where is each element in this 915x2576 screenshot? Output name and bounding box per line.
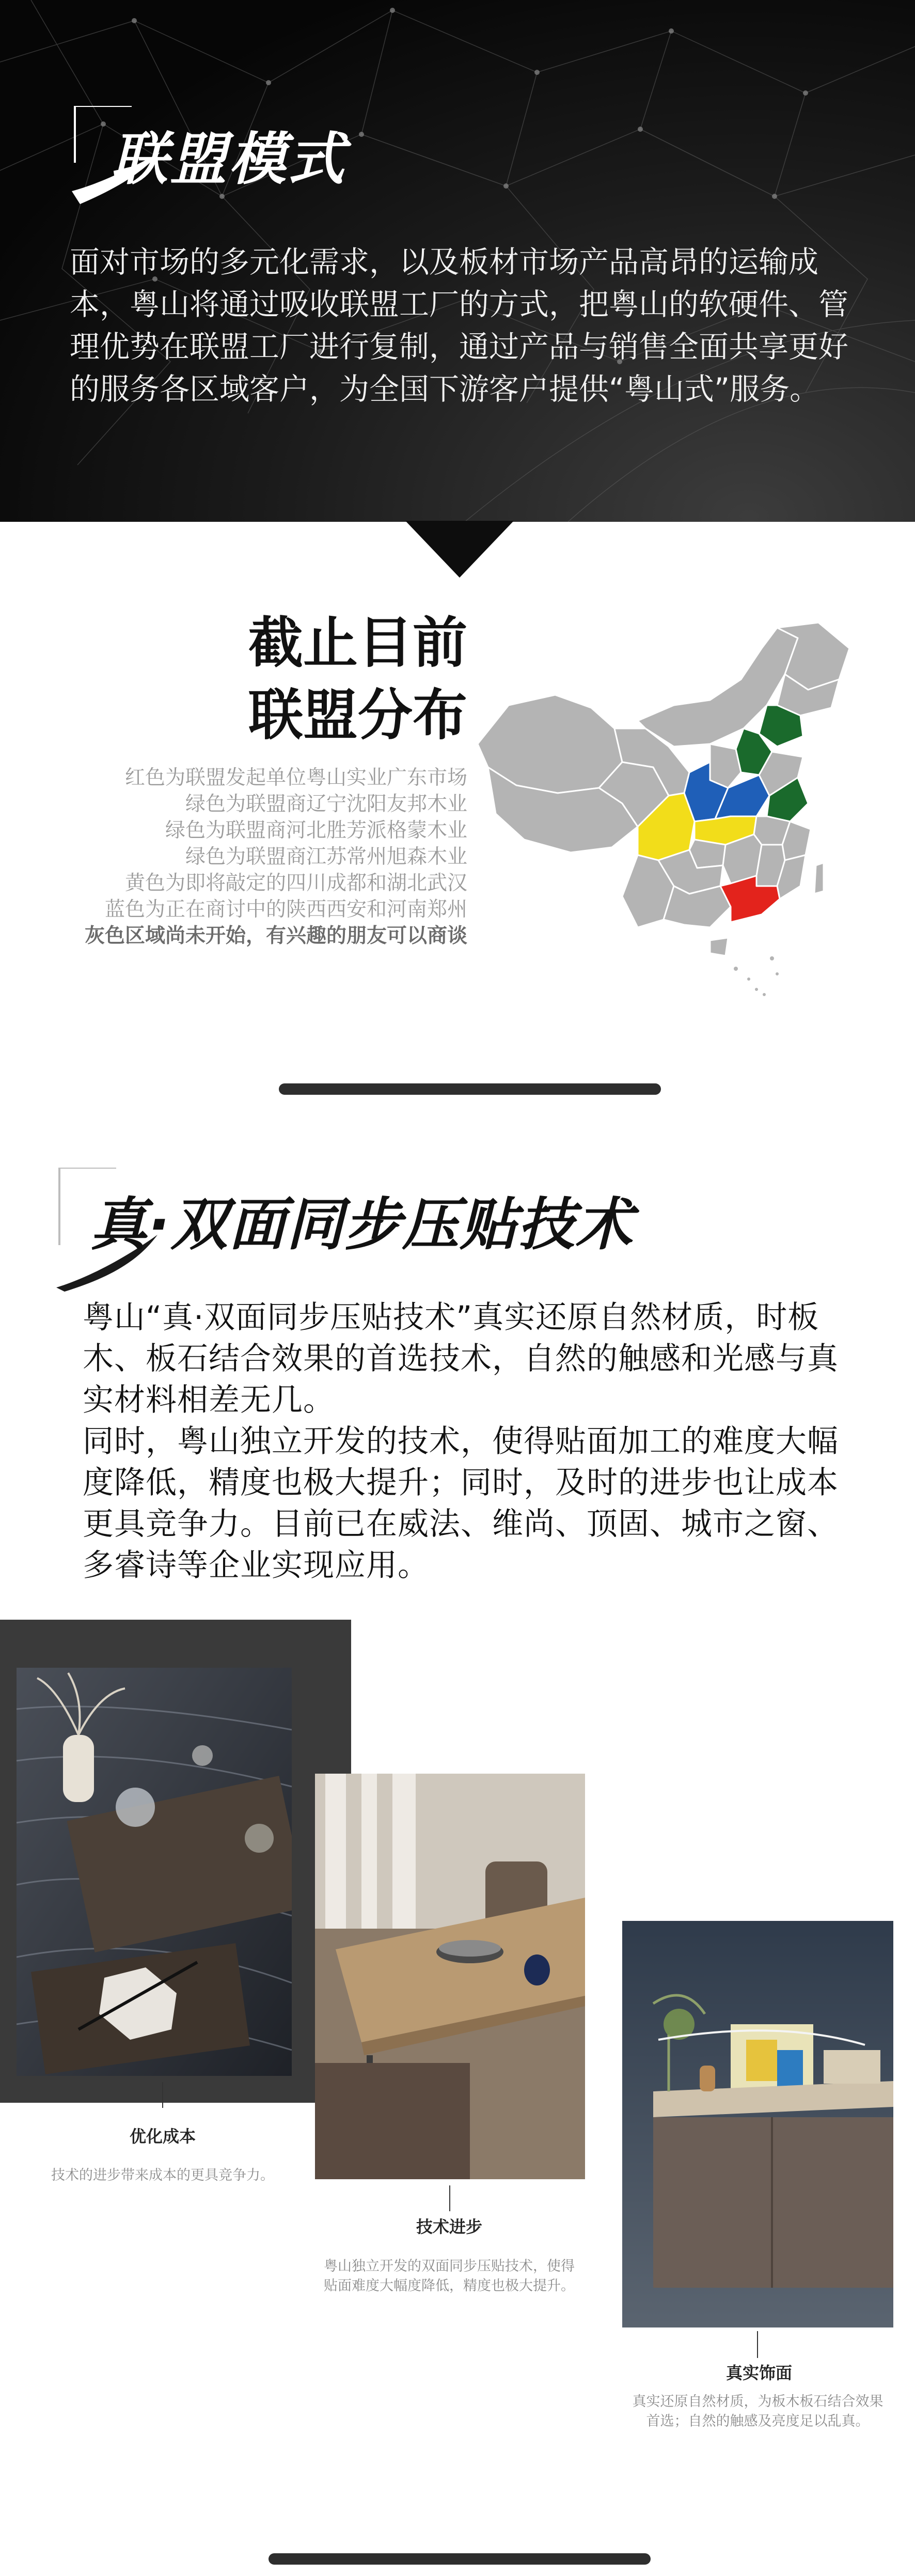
hero-paragraph: 面对市场的多元化需求，以及板材市场产品高昂的运输成本，粤山将通过吸收联盟工厂的方式，把粤山的软硬件、管理优势在联盟工厂进行复制，通过产品与销售全面共享更好的服务各区域客户，为全国下游客户提供“粤山式”服务。 [70, 244, 849, 407]
legend-green-2: 绿色为联盟商河北胜芳派格蒙木业 [165, 819, 467, 842]
photo-optimize-cost [17, 1668, 292, 2076]
caption-line-2 [449, 2185, 450, 2211]
photo-tech-progress [315, 1774, 585, 2179]
feature-1-title: 优化成本 [129, 2127, 196, 2146]
alliance-legend [52, 765, 467, 949]
map-guangxi [664, 886, 731, 927]
caption-line-1 [162, 2082, 163, 2108]
legend-green-3: 绿色为联盟商江苏常州旭森木业 [185, 845, 467, 868]
map-hainan [710, 938, 728, 956]
feature-3-title: 真实饰面 [725, 2363, 792, 2383]
hero-section [0, 0, 915, 522]
china-alliance-map [467, 617, 865, 1000]
legend-yellow: 黄色为即将敲定的四川成都和湖北武汉 [124, 872, 467, 895]
sideboard-image [622, 1921, 893, 2327]
photo-real-finish [622, 1921, 893, 2327]
section-notch [405, 521, 514, 579]
feature-2-title: 技术进步 [416, 2217, 482, 2237]
feature-3-text: 真实还原自然材质，为板木板石结合效果首选；自然的触感及亮度足以乱真。 [632, 2394, 884, 2429]
dining-table-image [315, 1774, 585, 2179]
tech-paragraph-1: 粤山“真·双面同步压贴技术”真实还原自然材质，时板木、板石结合效果的首选技术，自然的触感和光感与真实材料相差无几。 [83, 1299, 839, 1418]
caption-line-3 [757, 2331, 758, 2358]
map-taiwan [814, 863, 824, 894]
tech-title: 真·双面同步压贴技术 [90, 1191, 634, 1258]
tech-paragraph-2: 同时，粤山独立开发的技术，使得贴面加工的难度大幅度降低，精度也极大提升；同时，及时的进步也让成本更具竞争力。目前已在威法、维尚、顶固、城市之窗、多睿诗等企业实现应用。 [83, 1423, 839, 1584]
hero-title: 联盟模式 [111, 126, 346, 192]
legend-blue: 蓝色为正在商讨中的陕西西安和河南郑州 [104, 898, 467, 921]
legend-red: 红色为联盟发起单位粤山实业广东市场 [124, 766, 467, 789]
table-setting-image [17, 1668, 292, 2076]
legend-note: 灰色区域尚未开始，有兴趣的朋友可以商谈 [84, 924, 467, 948]
section-divider-2 [269, 2553, 651, 2565]
legend-green-1: 绿色为联盟商辽宁沈阳友邦木业 [185, 793, 467, 816]
alliance-title-line1: 截止目前 [248, 611, 467, 675]
map-south-sea-islands [734, 956, 779, 996]
alliance-title-line2: 联盟分布 [248, 684, 467, 747]
feature-2-text: 粤山独立开发的双面同步压贴技术，使得贴面难度大幅度降低，精度也极大提升。 [324, 2258, 575, 2294]
feature-1-text: 技术的进步带来成本的更具竞争力。 [51, 2167, 274, 2183]
section-divider-1 [279, 1083, 661, 1095]
